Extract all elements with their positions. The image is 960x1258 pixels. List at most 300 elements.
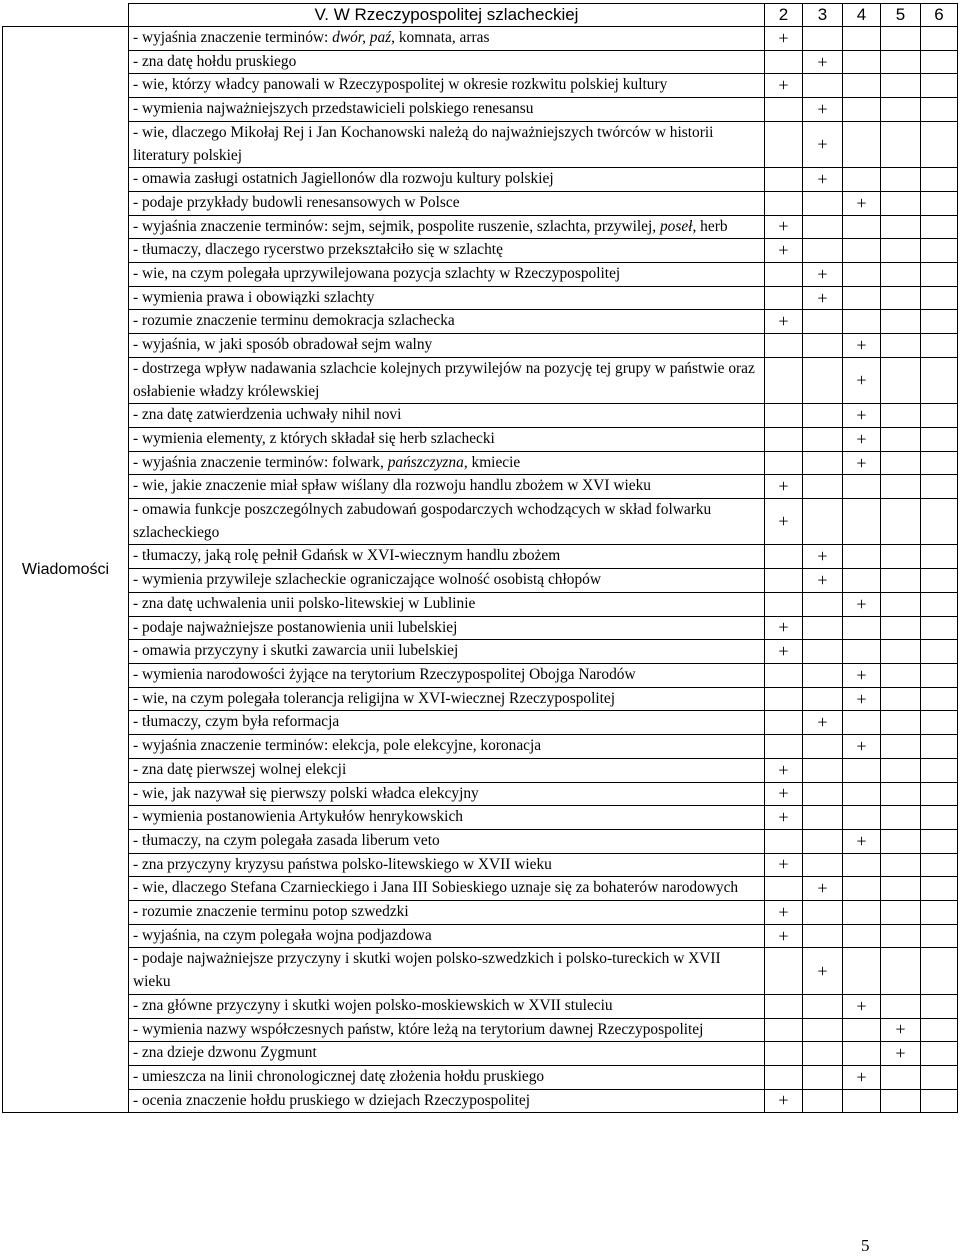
requirement-text — [129, 758, 765, 782]
level-2-cell — [765, 711, 803, 735]
level-6-cell — [921, 1018, 958, 1042]
level-2-plus-mark: + — [765, 239, 803, 263]
level-2-cell — [765, 948, 803, 994]
level-5-cell — [881, 924, 921, 948]
table-row — [3, 806, 958, 830]
italic-term: poseł — [659, 217, 693, 235]
level-3-cell — [803, 901, 843, 925]
level-2-cell — [765, 191, 803, 215]
text-fragment: - umieszcza na linii chronologicznej datę złożenia hołdu pruskiego — [133, 1067, 545, 1085]
requirement-text — [129, 948, 765, 994]
level-3-plus-mark: + — [803, 711, 843, 735]
level-4-cell — [843, 286, 881, 310]
table-row — [3, 404, 958, 428]
table-row — [3, 877, 958, 901]
text-fragment: - wie, którzy władcy panowali w Rzeczypospolitej w okresie rozkwitu polskiej kultury — [133, 76, 668, 94]
table-row — [3, 191, 958, 215]
level-4-cell — [843, 1018, 881, 1042]
level-5-cell — [881, 191, 921, 215]
level-4-plus-mark: + — [843, 334, 881, 358]
level-2-plus-mark: + — [765, 640, 803, 664]
level-6-cell — [921, 1065, 958, 1089]
level-6-cell — [921, 569, 958, 593]
level-5-cell — [881, 475, 921, 499]
level-3-cell — [803, 427, 843, 451]
level-2-cell — [765, 1065, 803, 1089]
level-6-cell — [921, 404, 958, 428]
table-row — [3, 50, 958, 74]
requirement-text — [129, 592, 765, 616]
level-5-cell — [881, 640, 921, 664]
level-4-cell — [843, 98, 881, 122]
level-5-cell — [881, 829, 921, 853]
table-row — [3, 98, 958, 122]
level-4-header: 4 — [843, 4, 881, 27]
text-fragment: - omawia przyczyny i skutki zawarcia unii lubelskiej — [133, 642, 459, 660]
level-2-cell — [765, 98, 803, 122]
level-6-cell — [921, 687, 958, 711]
text-fragment: - podaje najważniejsze postanowienia unii lubelskiej — [133, 618, 458, 636]
level-3-cell — [803, 924, 843, 948]
requirements-table-body — [3, 4, 958, 1113]
level-4-cell — [843, 545, 881, 569]
text-fragment: - podaje przykłady budowli renesansowych w Polsce — [133, 193, 460, 211]
level-5-cell — [881, 545, 921, 569]
table-row — [3, 239, 958, 263]
level-5-cell — [881, 569, 921, 593]
text-fragment: - tłumaczy, dlaczego rycerstwo przekształciło się w szlachtę — [133, 241, 503, 259]
level-2-plus-mark: + — [765, 499, 803, 545]
level-6-cell — [921, 499, 958, 545]
level-4-cell — [843, 27, 881, 51]
requirement-text — [129, 1018, 765, 1042]
level-4-cell — [843, 782, 881, 806]
header-corner — [3, 4, 129, 27]
requirement-text — [129, 1089, 765, 1113]
level-5-cell — [881, 711, 921, 735]
level-3-cell — [803, 1018, 843, 1042]
text-fragment: - wie, na czym polegała uprzywilejowana pozycja szlachty w Rzeczypospolitej — [133, 265, 621, 283]
level-6-cell — [921, 50, 958, 74]
level-3-plus-mark: + — [803, 948, 843, 994]
page-number: 5 — [861, 1236, 870, 1255]
requirement-text — [129, 829, 765, 853]
text-fragment: - omawia zasługi ostatnich Jagiellonów dla rozwoju kultury polskiej — [133, 170, 554, 188]
requirement-text — [129, 451, 765, 475]
level-3-cell — [803, 404, 843, 428]
level-2-cell — [765, 50, 803, 74]
level-2-cell — [765, 877, 803, 901]
level-6-cell — [921, 475, 958, 499]
level-5-cell — [881, 663, 921, 687]
level-6-cell — [921, 1042, 958, 1066]
level-2-plus-mark: + — [765, 475, 803, 499]
level-4-plus-mark: + — [843, 451, 881, 475]
requirement-text — [129, 499, 765, 545]
level-4-cell — [843, 1089, 881, 1113]
level-4-plus-mark: + — [843, 663, 881, 687]
table-row — [3, 663, 958, 687]
table-row — [3, 263, 958, 287]
text-fragment: - wymienia elementy, z których składał się herb szlachecki — [133, 429, 495, 447]
text-fragment: - wymienia prawa i obowiązki szlachty — [133, 288, 375, 306]
level-6-cell — [921, 758, 958, 782]
level-6-cell — [921, 806, 958, 830]
level-2-cell — [765, 687, 803, 711]
level-4-plus-mark: + — [843, 1065, 881, 1089]
level-4-cell — [843, 853, 881, 877]
level-4-cell — [843, 168, 881, 192]
level-2-plus-mark: + — [765, 616, 803, 640]
level-3-plus-mark: + — [803, 263, 843, 287]
text-fragment: - wyjaśnia, na czym polegała wojna podjazdowa — [133, 926, 432, 944]
level-6-cell — [921, 711, 958, 735]
level-3-cell — [803, 239, 843, 263]
requirement-text — [129, 1042, 765, 1066]
level-2-plus-mark: + — [765, 1089, 803, 1113]
level-5-cell — [881, 901, 921, 925]
table-row — [3, 499, 958, 545]
level-6-cell — [921, 168, 958, 192]
level-3-cell — [803, 592, 843, 616]
level-5-cell — [881, 427, 921, 451]
level-6-cell — [921, 357, 958, 403]
level-2-header: 2 — [765, 4, 803, 27]
table-row — [3, 640, 958, 664]
text-fragment: - zna datę zatwierdzenia uchwały nihil novi — [133, 406, 402, 424]
text-fragment: - wyjaśnia znaczenie terminów: folwark, — [133, 453, 388, 471]
level-5-cell — [881, 687, 921, 711]
level-3-plus-mark: + — [803, 121, 843, 167]
level-4-cell — [843, 806, 881, 830]
level-4-cell — [843, 616, 881, 640]
requirement-text — [129, 545, 765, 569]
level-5-plus-mark: + — [881, 1042, 921, 1066]
requirement-text — [129, 310, 765, 334]
level-2-plus-mark: + — [765, 901, 803, 925]
table-row — [3, 27, 958, 51]
level-6-cell — [921, 98, 958, 122]
level-3-plus-mark: + — [803, 168, 843, 192]
text-fragment: - wymienia najważniejszych przedstawicieli polskiego renesansu — [133, 100, 534, 118]
text-fragment: - zna główne przyczyny i skutki wojen polsko-moskiewskich w XVII stuleciu — [133, 996, 613, 1014]
level-5-cell — [881, 404, 921, 428]
level-3-cell — [803, 27, 843, 51]
text-fragment: - omawia funkcje poszczególnych zabudowań gospodarczych wchodzących w skład folwarku szlacheckiego — [133, 501, 712, 541]
requirement-text — [129, 569, 765, 593]
level-2-cell — [765, 829, 803, 853]
level-3-cell — [803, 782, 843, 806]
level-4-cell — [843, 901, 881, 925]
level-2-plus-mark: + — [765, 215, 803, 239]
table-row — [3, 569, 958, 593]
table-row — [3, 1018, 958, 1042]
level-4-plus-mark: + — [843, 427, 881, 451]
level-3-cell — [803, 853, 843, 877]
text-fragment: , kmiecie — [463, 453, 521, 471]
level-5-cell — [881, 334, 921, 358]
category-label: Wiadomości — [3, 27, 129, 1113]
level-3-plus-mark: + — [803, 286, 843, 310]
level-6-cell — [921, 74, 958, 98]
level-6-cell — [921, 27, 958, 51]
table-row — [3, 592, 958, 616]
level-4-plus-mark: + — [843, 404, 881, 428]
requirement-text — [129, 616, 765, 640]
level-5-cell — [881, 994, 921, 1018]
level-2-cell — [765, 994, 803, 1018]
text-fragment: - wyjaśnia, w jaki sposób obradował sejm walny — [133, 336, 433, 354]
level-3-cell — [803, 357, 843, 403]
level-4-cell — [843, 310, 881, 334]
level-6-cell — [921, 286, 958, 310]
table-row — [3, 853, 958, 877]
level-3-cell — [803, 994, 843, 1018]
level-5-cell — [881, 948, 921, 994]
table-row — [3, 121, 958, 167]
text-fragment: - wyjaśnia znaczenie terminów: sejm, sejmik, pospolite ruszenie, szlachta, przywilej, — [133, 217, 660, 235]
text-fragment: - zna przyczyny kryzysu państwa polsko-litewskiego w XVII wieku — [133, 855, 552, 873]
requirement-text — [129, 994, 765, 1018]
level-3-cell — [803, 191, 843, 215]
text-fragment: - zna datę uchwalenia unii polsko-litewskiej w Lublinie — [133, 594, 476, 612]
level-4-plus-mark: + — [843, 829, 881, 853]
level-6-cell — [921, 334, 958, 358]
level-2-cell — [765, 263, 803, 287]
table-row — [3, 215, 958, 239]
level-4-plus-mark: + — [843, 592, 881, 616]
level-5-cell — [881, 451, 921, 475]
requirement-text — [129, 239, 765, 263]
level-5-cell — [881, 74, 921, 98]
text-fragment: - wie, dlaczego Stefana Czarnieckiego i Jana III Sobieskiego uznaje się za bohaterów narodowych — [133, 879, 739, 897]
level-2-cell — [765, 451, 803, 475]
level-2-cell — [765, 404, 803, 428]
level-3-cell — [803, 735, 843, 759]
requirement-text — [129, 877, 765, 901]
table-row — [3, 829, 958, 853]
level-2-cell — [765, 735, 803, 759]
level-4-cell — [843, 263, 881, 287]
level-6-cell — [921, 853, 958, 877]
level-5-cell — [881, 499, 921, 545]
requirement-text — [129, 27, 765, 51]
level-6-cell — [921, 616, 958, 640]
level-3-cell — [803, 1089, 843, 1113]
table-row — [3, 310, 958, 334]
level-2-cell — [765, 1018, 803, 1042]
text-fragment: , herb — [692, 217, 728, 235]
level-4-cell — [843, 640, 881, 664]
text-fragment: - podaje najważniejsze przyczyny i skutki wojen polsko-szwedzkich i polsko-tureckich w XVII wieku — [133, 950, 721, 991]
table-row — [3, 1089, 958, 1113]
table-row — [3, 451, 958, 475]
requirement-text — [129, 121, 765, 167]
text-fragment: - zna datę pierwszej wolnej elekcji — [133, 760, 347, 778]
level-2-plus-mark: + — [765, 806, 803, 830]
level-3-cell — [803, 758, 843, 782]
level-2-cell — [765, 334, 803, 358]
level-6-cell — [921, 640, 958, 664]
level-5-header: 5 — [881, 4, 921, 27]
text-fragment: - wymienia nazwy współczesnych państw, które leżą na terytorium dawnej Rzeczypospolitej — [133, 1020, 704, 1038]
table-row — [3, 357, 958, 403]
level-6-cell — [921, 735, 958, 759]
level-4-plus-mark: + — [843, 994, 881, 1018]
level-6-cell — [921, 901, 958, 925]
level-2-plus-mark: + — [765, 782, 803, 806]
level-4-cell — [843, 475, 881, 499]
level-6-cell — [921, 427, 958, 451]
level-5-cell — [881, 782, 921, 806]
requirement-text — [129, 74, 765, 98]
table-row — [3, 687, 958, 711]
level-5-cell — [881, 98, 921, 122]
requirement-text — [129, 806, 765, 830]
requirement-text — [129, 853, 765, 877]
section-title: V. W Rzeczypospolitej szlacheckiej — [129, 4, 765, 27]
level-3-cell — [803, 1065, 843, 1089]
level-5-cell — [881, 806, 921, 830]
text-fragment: - wymienia przywileje szlacheckie ograniczające wolność osobistą chłopów — [133, 571, 601, 589]
level-2-plus-mark: + — [765, 924, 803, 948]
text-fragment: - tłumaczy, na czym polegała zasada liberum veto — [133, 831, 440, 849]
table-row — [3, 475, 958, 499]
level-4-cell — [843, 499, 881, 545]
table-row — [3, 994, 958, 1018]
level-6-cell — [921, 215, 958, 239]
table-row — [3, 616, 958, 640]
level-3-plus-mark: + — [803, 98, 843, 122]
requirement-text — [129, 263, 765, 287]
level-4-plus-mark: + — [843, 357, 881, 403]
level-5-cell — [881, 877, 921, 901]
level-6-cell — [921, 994, 958, 1018]
requirement-text — [129, 782, 765, 806]
level-2-cell — [765, 569, 803, 593]
requirement-text — [129, 98, 765, 122]
text-fragment: - wyjaśnia znaczenie terminów: elekcja, pole elekcyjne, koronacja — [133, 737, 542, 755]
level-3-plus-mark: + — [803, 545, 843, 569]
level-4-plus-mark: + — [843, 191, 881, 215]
level-4-cell — [843, 948, 881, 994]
requirement-text — [129, 191, 765, 215]
requirement-text — [129, 404, 765, 428]
level-3-cell — [803, 475, 843, 499]
level-2-plus-mark: + — [765, 758, 803, 782]
requirement-text — [129, 427, 765, 451]
requirement-text — [129, 901, 765, 925]
requirement-text — [129, 286, 765, 310]
level-5-cell — [881, 310, 921, 334]
text-fragment: - zna dzieje dzwonu Zygmunt — [133, 1044, 317, 1062]
level-5-cell — [881, 168, 921, 192]
level-3-plus-mark: + — [803, 877, 843, 901]
level-6-cell — [921, 663, 958, 687]
requirement-text — [129, 475, 765, 499]
level-2-plus-mark: + — [765, 310, 803, 334]
level-3-cell — [803, 451, 843, 475]
level-3-cell — [803, 74, 843, 98]
requirement-text — [129, 215, 765, 239]
table-row — [3, 545, 958, 569]
level-3-cell — [803, 215, 843, 239]
level-3-cell — [803, 687, 843, 711]
level-6-cell — [921, 592, 958, 616]
table-row — [3, 1065, 958, 1089]
table-row — [3, 286, 958, 310]
text-fragment: - tłumaczy, czym była reformacja — [133, 713, 340, 731]
level-6-cell — [921, 1089, 958, 1113]
level-6-cell — [921, 877, 958, 901]
text-fragment: , komnata, arras — [391, 29, 490, 46]
requirement-text — [129, 168, 765, 192]
level-2-cell — [765, 592, 803, 616]
level-4-cell — [843, 215, 881, 239]
level-3-header: 3 — [803, 4, 843, 27]
level-4-plus-mark: + — [843, 735, 881, 759]
text-fragment: - wie, dlaczego Mikołaj Rej i Jan Kochanowski należą do najważniejszych twórców w historii literatury polskiej — [133, 123, 714, 164]
level-5-cell — [881, 286, 921, 310]
level-4-cell — [843, 758, 881, 782]
text-fragment: - rozumie znaczenie terminu demokracja szlachecka — [133, 312, 455, 330]
level-2-cell — [765, 168, 803, 192]
level-3-cell — [803, 1042, 843, 1066]
level-5-cell — [881, 853, 921, 877]
text-fragment: - wie, na czym polegała tolerancja religijna w XVI-wiecznej Rzeczypospolitej — [133, 689, 616, 707]
level-2-cell — [765, 286, 803, 310]
level-5-cell — [881, 758, 921, 782]
requirement-text — [129, 357, 765, 403]
level-6-cell — [921, 451, 958, 475]
table-row — [3, 427, 958, 451]
text-fragment: - ocenia znaczenie hołdu pruskiego w dziejach Rzeczypospolitej — [133, 1091, 531, 1109]
level-3-cell — [803, 334, 843, 358]
table-row — [3, 711, 958, 735]
level-2-plus-mark: + — [765, 27, 803, 51]
level-3-cell — [803, 616, 843, 640]
level-3-plus-mark: + — [803, 50, 843, 74]
level-4-cell — [843, 711, 881, 735]
level-6-cell — [921, 310, 958, 334]
header-row — [3, 4, 958, 27]
table-row — [3, 334, 958, 358]
text-fragment: - wymienia narodowości żyjące na terytorium Rzeczypospolitej Obojga Narodów — [133, 665, 636, 683]
requirements-table — [2, 3, 958, 1113]
level-3-plus-mark: + — [803, 569, 843, 593]
level-5-cell — [881, 735, 921, 759]
level-4-cell — [843, 50, 881, 74]
level-4-plus-mark: + — [843, 687, 881, 711]
level-5-cell — [881, 1089, 921, 1113]
level-6-cell — [921, 191, 958, 215]
requirement-text — [129, 1065, 765, 1089]
italic-term: pańszczyzna — [387, 453, 464, 471]
level-6-cell — [921, 121, 958, 167]
text-fragment: - rozumie znaczenie terminu potop szwedzki — [133, 903, 409, 921]
table-row — [3, 758, 958, 782]
text-fragment: - wie, jak nazywał się pierwszy polski władca elekcyjny — [133, 784, 479, 802]
level-6-cell — [921, 829, 958, 853]
requirement-text — [129, 50, 765, 74]
table-row — [3, 168, 958, 192]
level-4-cell — [843, 1042, 881, 1066]
text-fragment: - wymienia postanowienia Artykułów henrykowskich — [133, 808, 463, 826]
requirement-text — [129, 711, 765, 735]
requirement-text — [129, 640, 765, 664]
level-5-plus-mark: + — [881, 1018, 921, 1042]
text-fragment: - zna datę hołdu pruskiego — [133, 52, 297, 70]
